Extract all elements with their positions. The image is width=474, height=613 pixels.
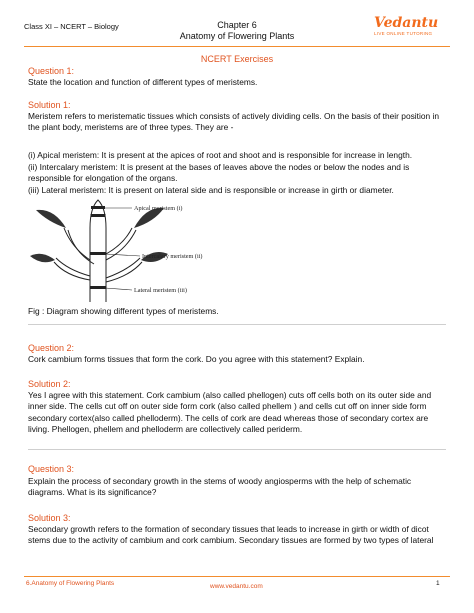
solution-2-text: Yes I agree with this statement. Cork cambium (also called phellogen) cuts off cells both on its outer side and inner side. The cells cut off on outer side form cork (also called phellem ) and cells cut off on inner side form secondary cortex(also called phelloderm). The cells of cork are dead whereas those of secondary cortex are living. Phellogen, phellem and phelloderm are collectively called periderm. [28,390,432,434]
chapter-number: Chapter 6 [217,20,257,30]
meristem-point-lateral: (iii) Lateral meristem: It is present on lateral side and is responsible or increase in girth or diameter. [28,185,394,195]
leaf-icon [36,210,66,228]
solution-3-label: Solution 3: [28,513,71,523]
meristem-point-intercalary: (ii) Intercalary meristem: It is present at the bases of leaves above the nodes or below the nodes and is responsible for elongation of the organs. [28,162,410,184]
class-label: Class XI – NCERT – Biology [24,22,119,31]
solution-3-text: Secondary growth refers to the formation of secondary tissues that leads to increase in girth or width of dicot stems due to the activity of cambium and cork cambium. Secondary tissues are formed by two types of lateral [28,524,434,546]
section-title: NCERT Exercises [200,54,274,64]
label-lateral: Lateral meristem (iii) [134,287,187,294]
question-1-text: State the location and function of different types of meristems. [28,77,258,87]
chapter-title: Anatomy of Flowering Plants [179,31,295,41]
question-2-text: Cork cambium forms tissues that form the cork. Do you agree with this statement? Explain. [28,354,365,364]
logo-text: Vedantu [374,15,439,31]
question-1-label: Question 1: [28,66,75,76]
vedantu-logo [374,15,439,43]
solution-1-label: Solution 1: [28,100,71,110]
footer-website[interactable]: www.vedantu.com [210,583,263,590]
solution-2-label: Solution 2: [28,379,71,389]
figure-caption: Fig : Diagram showing different types of meristems. [28,306,219,316]
label-intercalary: Intercalary meristem (ii) [142,253,203,260]
solution-1-intro: Meristem refers to meristematic tissues which consists of actively dividing cells. On the basis of their position in the plant body, meristems are of three types. They are - [28,111,439,133]
footer-rule [24,576,450,577]
leaf-icon [30,254,55,263]
question-3-text: Explain the process of secondary growth in the stems of woody angiosperms with the help of schematic diagrams. What is its significance? [28,476,412,498]
question-2-label: Question 2: [28,343,75,353]
meristem-diagram [28,198,288,304]
label-apical: Apical meristem (i) [134,205,183,212]
page-number: 1 [436,580,440,587]
question-3-label: Question 3: [28,464,75,474]
logo-tagline: LIVE ONLINE TUTORING [374,31,433,36]
footer-chapter: 6.Anatomy of Flowering Plants [26,580,115,587]
divider [28,324,446,325]
header-rule [24,46,450,47]
divider [28,449,446,450]
meristem-point-apical: (i) Apical meristem: It is present at the apices of root and shoot and is responsible for increase in length. [28,150,413,160]
